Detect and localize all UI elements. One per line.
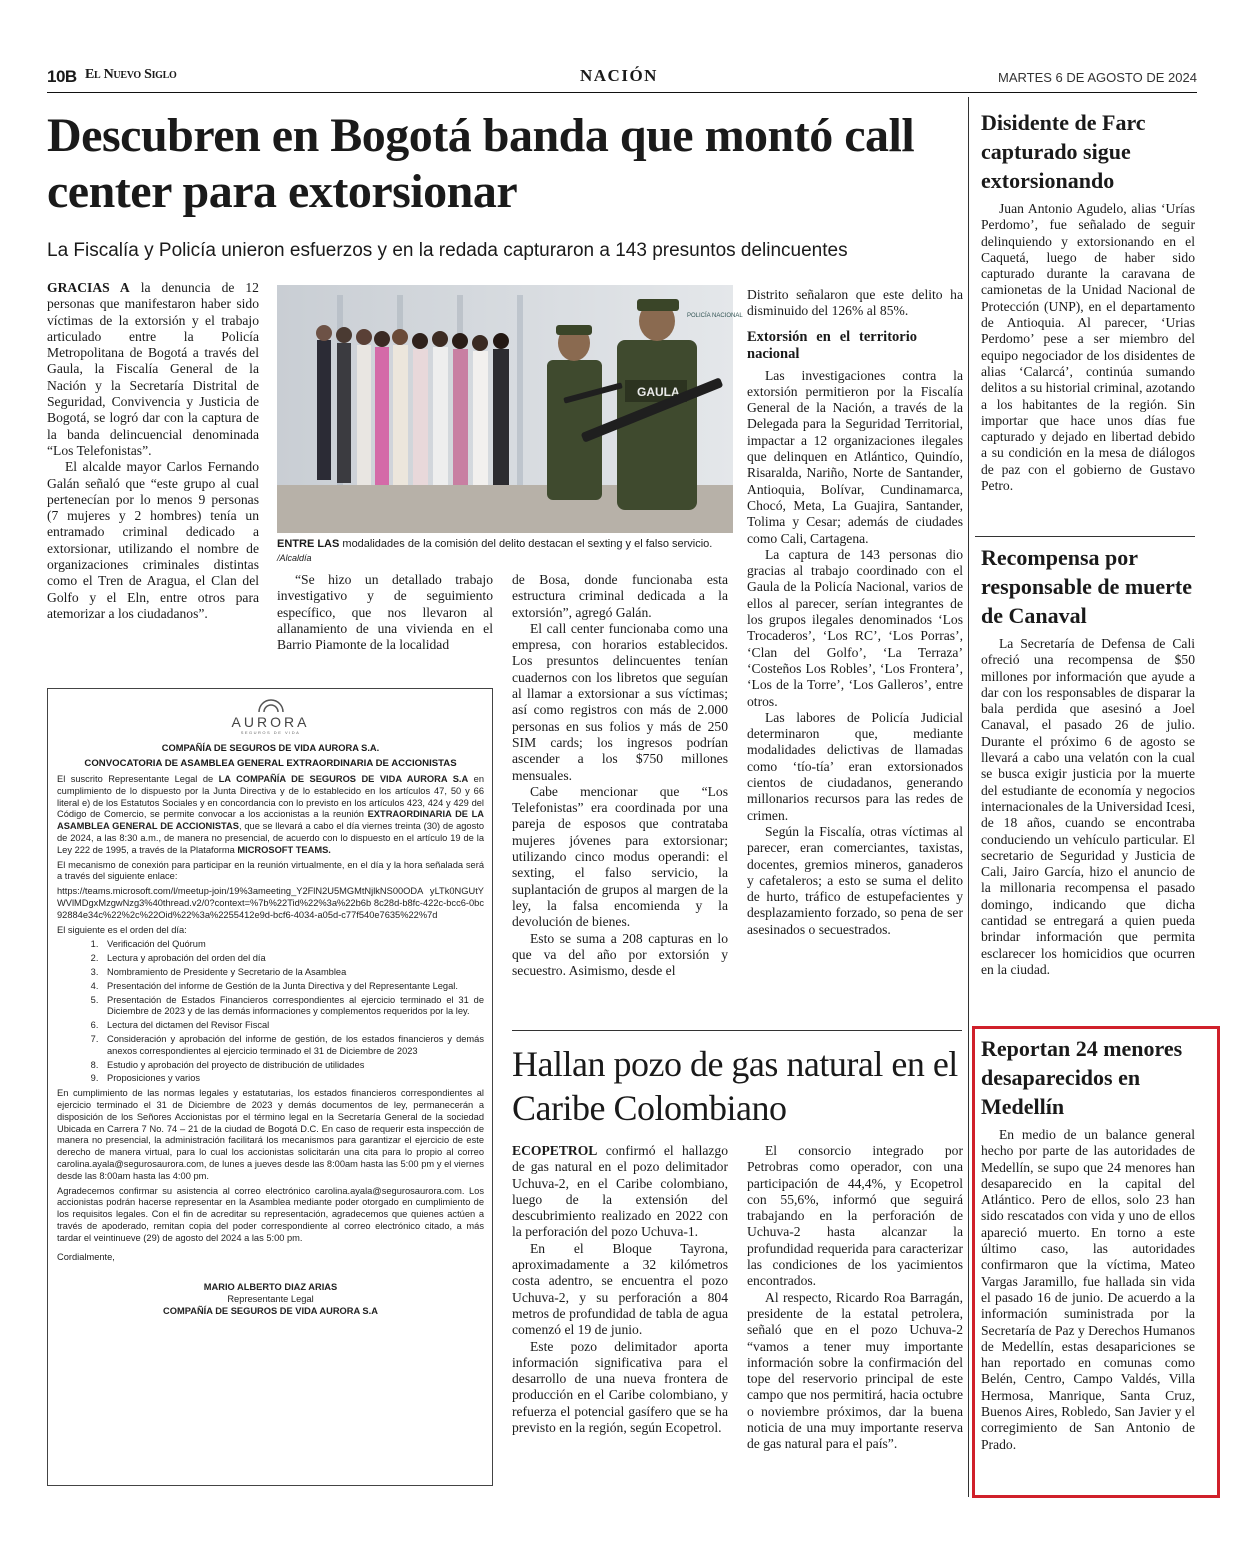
vest-label: GAULA bbox=[637, 385, 680, 399]
main-col-4 bbox=[747, 287, 963, 938]
ad-signer-company: COMPAÑÍA DE SEGUROS DE VIDA AURORA S.A bbox=[163, 1305, 378, 1316]
ad-meeting-link[interactable]: https://teams.microsoft.com/l/meetup-join/19%3ameeting_Y2FlN2U5MGMtNjlkNS00ODA yLTk0NGUtYWVlMDgxMzgwNzg3%40thread.v2/0?context=%7b%22Tid%22%3a%22b6b 8c28d-b8fc-422c-bcc6-0bc92884e34c%22%2c%22Oid%22%3a%2255412e9d-bcf6-4034-a05d-c77f540e7635%22%7d bbox=[57, 886, 484, 920]
sidebar-story-1 bbox=[981, 108, 1195, 494]
sidebar-divider bbox=[968, 97, 969, 1497]
ad-logo-text: AURORA bbox=[231, 714, 310, 730]
main-col-2 bbox=[277, 572, 493, 653]
ad-legal: En cumplimiento de las normas legales y estatutarias, los estados financieros correspondientes al ejercicio terminado el 31 de Diciembre de 2023 y demás documentos de ley, permanecerán a disposición de los Señores Accionistas por el término legal en la Secretaría General de la sociedad Ubicada en Carrera 7 No. 74 – 21 de la ciudad de Bogotá D.C. En caso de requerir esta inspección de manera no presencial, la administración facilitará los mecanismos para garantizar el ejercicio de este derecho de manera virtual, para lo cual los accionistas solicitarán una cita para lo propio al correo carolina.ayala@segurosaurora.com, de lunes a jueves desde las 8:00am hasta las 5:00 pm y el viernes desde las 8:00am hasta las 4:00 pm. bbox=[57, 1088, 484, 1181]
agenda-item: 3. Nombramiento de Presidente y Secretario de la Asamblea bbox=[101, 967, 484, 979]
ad-mechanism: El mecanismo de conexión para participar en la reunión virtualmente, en el día y la hora señalada será a través del siguiente enlace: bbox=[57, 859, 484, 882]
agenda-item: 8. Estudio y aprobación del proyecto de distribución de utilidades bbox=[101, 1060, 484, 1072]
ad-title: CONVOCATORIA DE ASAMBLEA GENERAL EXTRAORDINARIA DE ACCIONISTAS bbox=[84, 758, 457, 769]
main-kicker: GRACIAS A bbox=[47, 280, 130, 295]
main-col1-p2: El alcalde mayor Carlos Fernando Galán señaló que “este grupo al cual pertenecían por lo menos 9 personas (7 mujeres y 2 hombres) tenía un entramado criminal dedicado a extorsionar, utilizando el nombre de organizaciones criminales distintas como el Tren de Aragua, el Clan del Golfo y el Eln, entre otros para atemorizar a los ciudadanos”. bbox=[47, 459, 259, 621]
sidebar-story3-headline: Reportan 24 menores desaparecidos en Medellín bbox=[981, 1036, 1183, 1119]
gas-headline: Hallan pozo de gas natural en el Caribe Colombiano bbox=[512, 1044, 958, 1128]
main-col1-p1: la denuncia de 12 personas que manifestaron haber sido víctimas de la extorsión y el trabajo articulado entre la Policía Metropolitana de Bogotá a través del Gaula, la Fiscalía General de la Nación y la Secretaría Distrital de Seguridad, Convivencia y Justicia de Bogotá, se logró dar con la captura de la banda delincuencial denominada “Los Telefonistas”. bbox=[47, 280, 259, 458]
main-col4-p5: Según la Fiscalía, otras víctimas al parecer, eran comerciantes, taxistas, docentes, gremios mineros, ganaderos y cafetaleros; a esto se suma el delito de hurto, tráfico de estupefacientes y desplazamiento forzado, so pena de ser asesinados o secuestrados. bbox=[747, 823, 963, 937]
agenda-item: 6. Lectura del dictamen del Revisor Fiscal bbox=[101, 1020, 484, 1032]
caption-text: modalidades de la comisión del delito destacan el sexting y el falso servicio. bbox=[342, 538, 713, 550]
ad-signer: MARIO ALBERTO DIAZ ARIAS bbox=[203, 1282, 338, 1293]
main-col2-p1: “Se hizo un detallado trabajo investigativo y de seguimiento específico, que nos llevaron al allanamiento de una vivienda en el Barrio Piamonte de la localidad bbox=[277, 572, 493, 653]
sidebar-story2-text: La Secretaría de Defensa de Cali ofreció una recompensa de $50 millones por información que ayude a dar con los responsables de disparar la bala perdida que asesinó a Joel Canaval, el pasado 26 de julio. Durante el próximo 6 de agosto se llevará a cabo una velatón con la cual se busca exigir justicia por la muerte del estudiante de economía y negocios internacionales de la Universidad Icesi, de 18 años, cuando se encontraba conduciendo un vehículo particular. El secretario de Seguridad y Justicia de Cali, Jairo García, hizo el anuncio de la millonaria recompensa el pasado domingo, indicando que dicha cantidad se entregará a quien pueda brindar información que permita esclarecer los homicidios que ocurren en la ciudad. bbox=[981, 636, 1196, 977]
ad-intro: El suscrito Representante Legal de LA COMPAÑÍA DE SEGUROS DE VIDA AURORA S.A en cumplimiento de lo dispuesto por la Junta Directiva y de lo establecido en los artículos 47, 50 y 66 literal e) de los Estatutos Sociales y en concordancia con lo previsto en los artículos 423, 424 y 429 del Código de Comercio, se permite convocar a los accionistas a la reunión EXTRAORDINARIA DE LA ASAMBLEA GENERAL DE ACCIONISTAS, que se llevará a cabo el día viernes treinta (30) de agosto de 2024, a las 8:30 a.m., de manera no presencial, de acuerdo con lo dispuesto en el artículo 19 de la Ley 222 de 1995, a través de la Plataforma MICROSOFT TEAMS. bbox=[57, 774, 484, 855]
aurora-ad bbox=[47, 688, 493, 1486]
sidebar-story1-headline: Disidente de Farc capturado sigue extorsionando bbox=[981, 110, 1146, 193]
agenda-item: 1. Verificación del Quórum bbox=[101, 939, 484, 951]
aurora-sun-icon bbox=[257, 699, 285, 713]
agenda-item: 4. Presentación del informe de Gestión de la Junta Directiva y del Representante Legal. bbox=[101, 981, 484, 993]
gas-col1-p1: confirmó el hallazgo de gas natural en el pozo delimitador Uchuva-2, en el Caribe colombiano, luego de la extensión del descubrimiento realizado en 2022 con la perforación del pozo Uchuva-1. bbox=[512, 1143, 729, 1240]
ad-signer-role: Representante Legal bbox=[227, 1294, 314, 1305]
main-col3-p1: de Bosa, donde funcionaba esta estructura criminal dedicada a la extorsión”, agregó Galán. bbox=[512, 572, 728, 620]
agenda-item: 5. Presentación de Estados Financieros correspondientes al ejercicio terminado el 31 de Diciembre de 2023 y de las demás informaciones y complementos requeridos por la ley. bbox=[101, 995, 484, 1019]
wall-sign: POLICÍA NACIONAL bbox=[687, 313, 743, 319]
main-col4-p1: Distrito señalaron que este delito ha disminuido del 126% al 85%. bbox=[747, 287, 963, 319]
photo-credit: /Alcaldía bbox=[277, 553, 312, 563]
main-photo bbox=[277, 285, 743, 533]
main-col4-subhead: Extorsión en el territorio nacional bbox=[747, 328, 917, 362]
ad-logo-tagline: SEGUROS DE VIDA bbox=[240, 730, 301, 735]
gas-col1-p3: Este pozo delimitador aporta información significativa para el desarrollo de una nueva frontera de producción en el Caribe colombiano, y refuerza el potencial gasífero que se ha previsto en la región, según Ecopetrol. bbox=[512, 1338, 728, 1436]
agenda-item: 9. Proposiciones y varios bbox=[101, 1073, 484, 1085]
main-headline: Descubren en Bogotá banda que montó call center para extorsionar bbox=[47, 109, 915, 218]
main-col-3 bbox=[512, 572, 728, 979]
agenda-item: 2. Lectura y aprobación del orden del día bbox=[101, 953, 484, 965]
sidebar-story2-headline: Recompensa por responsable de muerte de Canaval bbox=[981, 545, 1193, 628]
sidebar-story-3 bbox=[981, 1034, 1195, 1453]
section-name: NACIÓN bbox=[580, 66, 658, 85]
main-col4-p3: La captura de 143 personas dio gracias al trabajo coordinado con el Gaula de la Policía Nacional, varios de ellos al parecer, serían integrantes de los grupos ilegales denominados ‘Los Trocaderos’, ‘Los RC’, ‘Los Porras’, ‘Clan del Golfo’, ‘La Terraza’ ‘Costeños Los Robles’, ‘Los Frontera’, ‘Los de la Torre’, ‘Los Galleros’, entre otros. bbox=[747, 546, 963, 709]
gas-top-rule bbox=[512, 1030, 962, 1031]
ad-company: COMPAÑÍA DE SEGUROS DE VIDA AURORA S.A. bbox=[161, 743, 380, 753]
sidebar-story3-text: En medio de un balance general hecho por parte de las autoridades de Medellín, se supo que 24 menores han desaparecido en la capital del Atlántico. Pero de ellos, solo 23 han sido rescatados con vida y uno de ellos apareció muerto. En torno a este último caso, las autoridades confirmaron que la víctima, Mateo Vargas Jaramillo, fue hallada sin vida el pasado 16 de junio. De acuerdo a la información suministrada por la Secretaría de Paz y Derechos Humanos de Medellín, estas desapariciones se han reportado en comunas como Belén, Centro, Campo Valdés, Villa Hermosa, Manrique, Santa Cruz, Buenos Aires, Robledo, San Javier y el corregimiento de San Antonio de Prado. bbox=[981, 1127, 1196, 1452]
masthead-logo: El Nuevo Siglo bbox=[85, 67, 177, 82]
agenda-item: 7. Consideración y aprobación del informe de gestión, de los estados financieros y demás anexos correspondientes al ejercicio terminado el 31 de Diciembre de 2023 bbox=[101, 1034, 484, 1058]
sidebar-rule-1 bbox=[975, 536, 1195, 537]
gas-col2-p2: Al respecto, Ricardo Roa Barragán, presidente de la estatal petrolera, señaló que en el pozo Uchuva-2 “vamos a tener muy importante información sobre la confirmación del tope del reservorio principal de este campo que nos permitirá, hacia octubre o noviembre próximos, dar la buena noticia de una muy importante reserva de gas natural para el país”. bbox=[747, 1289, 963, 1452]
main-col3-p3: Cabe mencionar que “Los Telefonistas” era coordinada por una pareja de esposos que contrataba mujeres jóvenes para extorsionar; utilizando cinco modus operandi: el sexting, el falso servicio, la suplantación de grupos al margen de la ley, la falsa encomienda y la devolución de bienes. bbox=[512, 783, 728, 930]
photo-caption bbox=[277, 537, 733, 565]
ad-confirm: Agradecemos confirmar su asistencia al correo electrónico carolina.ayala@segurosaurora.com. Los accionistas podrán hacerse representar en la Asamblea mediante poder otorgado en cumplimiento de los requisitos legales. Con el fin de acreditar su representación, agradecemos que quienes actúen a través de apoderado, remitan copia del poder correspondiente al correo electrónico citado, a más tardar el veintinueve (29) de agosto del 2024 a las 5:00 pm. bbox=[57, 1185, 484, 1243]
ad-agenda-intro: El siguiente es el orden del día: bbox=[57, 924, 187, 935]
caption-kicker: ENTRE LAS bbox=[277, 538, 340, 550]
main-col3-p2: El call center funcionaba como una empresa, con horarios establecidos. Los presuntos delincuentes tenían cuadernos con los libretos que seguían al llamar a extorsionar a sus víctimas; así como registros con más de 2.000 personas en sus folios y más de 250 SIM cards; los ingresos podrían ascender a los $750 millones mensuales. bbox=[512, 620, 728, 783]
gas-col2-p1: El consorcio integrado por Petrobras como operador, con una participación de 44,4%, y Ecopetrol con 55,6%, informó que seguirá trabajando en la perforación de Uchuva-2 hasta alcanzar la profundidad requerida para caracterizar las condiciones de los yacimientos encontrados. bbox=[747, 1143, 963, 1289]
gas-col-2 bbox=[747, 1143, 963, 1453]
issue-date: MARTES 6 DE AGOSTO DE 2024 bbox=[998, 70, 1197, 85]
main-col4-p4: Las labores de Policía Judicial determinaron que, mediante modalidades delictivas de llamadas como ‘tío-tía’ eran extorsionados cientos de ciudadanos, generando millonarios recursos para las redes de crimen. bbox=[747, 709, 963, 823]
gas-col1-p2: En el Bloque Tayrona, aproximadamente a 32 kilómetros costa adentro, se encuentra el pozo Uchuva-2, y su perforación a 804 metros de profundidad de tabla de agua comenzó el 19 de junio. bbox=[512, 1240, 728, 1338]
sidebar-story-2 bbox=[981, 543, 1195, 978]
main-subhead: La Fiscalía y Policía unieron esfuerzos y en la redada capturaron a 143 presuntos delincuentes bbox=[47, 240, 848, 261]
header-rule bbox=[47, 92, 1197, 93]
ad-closing: Cordialmente, bbox=[57, 1252, 115, 1263]
gas-kicker: ECOPETROL bbox=[512, 1143, 598, 1158]
main-col3-p4: Esto se suma a 208 capturas en lo que va del año por extorsión y secuestro. Asimismo, desde el bbox=[512, 930, 728, 979]
sidebar-story1-text: Juan Antonio Agudelo, alias ‘Urías Perdomo’, fue señalado de seguir delinquiendo y extorsionando en el Caquetá, luego de haber sido capturado durante la caravana de camionetas de la Unidad Nacional de Protección (UNP), en el departamento de Antioquia. Al parecer, ‘Urias Perdomo’ pese a ser miembro del equipo negociador de los disidentes de alias ‘Calarcá’, continúa sumando delitos a su historial criminal, azotando a los habitantes de la región. Sin importar que hace unos días fue capturado y dejado en libertad debido a su condición en la mesa de diálogos de paz con el gobierno de Gustavo Petro. bbox=[981, 201, 1195, 494]
ad-agenda bbox=[57, 939, 484, 1085]
main-col4-p2: Las investigaciones contra la extorsión permitieron por la Fiscalía General de la Nación, a través de la Delegada para la Seguridad Territorial, impactar a 12 organizaciones ilegales que delinquen en Atlántico, Quindío, Risaralda, Nariño, Norte de Santander, Antioquia, Bolívar, Cundinamarca, Chocó, Meta, La Guajira, Santander, Tolima y Cesar; además de ciudades como Cali, Cartagena. bbox=[747, 367, 963, 546]
gas-col-1 bbox=[512, 1143, 728, 1436]
main-col-1 bbox=[47, 280, 259, 622]
page-number: 10B bbox=[47, 67, 77, 86]
ad-logo bbox=[57, 699, 484, 735]
